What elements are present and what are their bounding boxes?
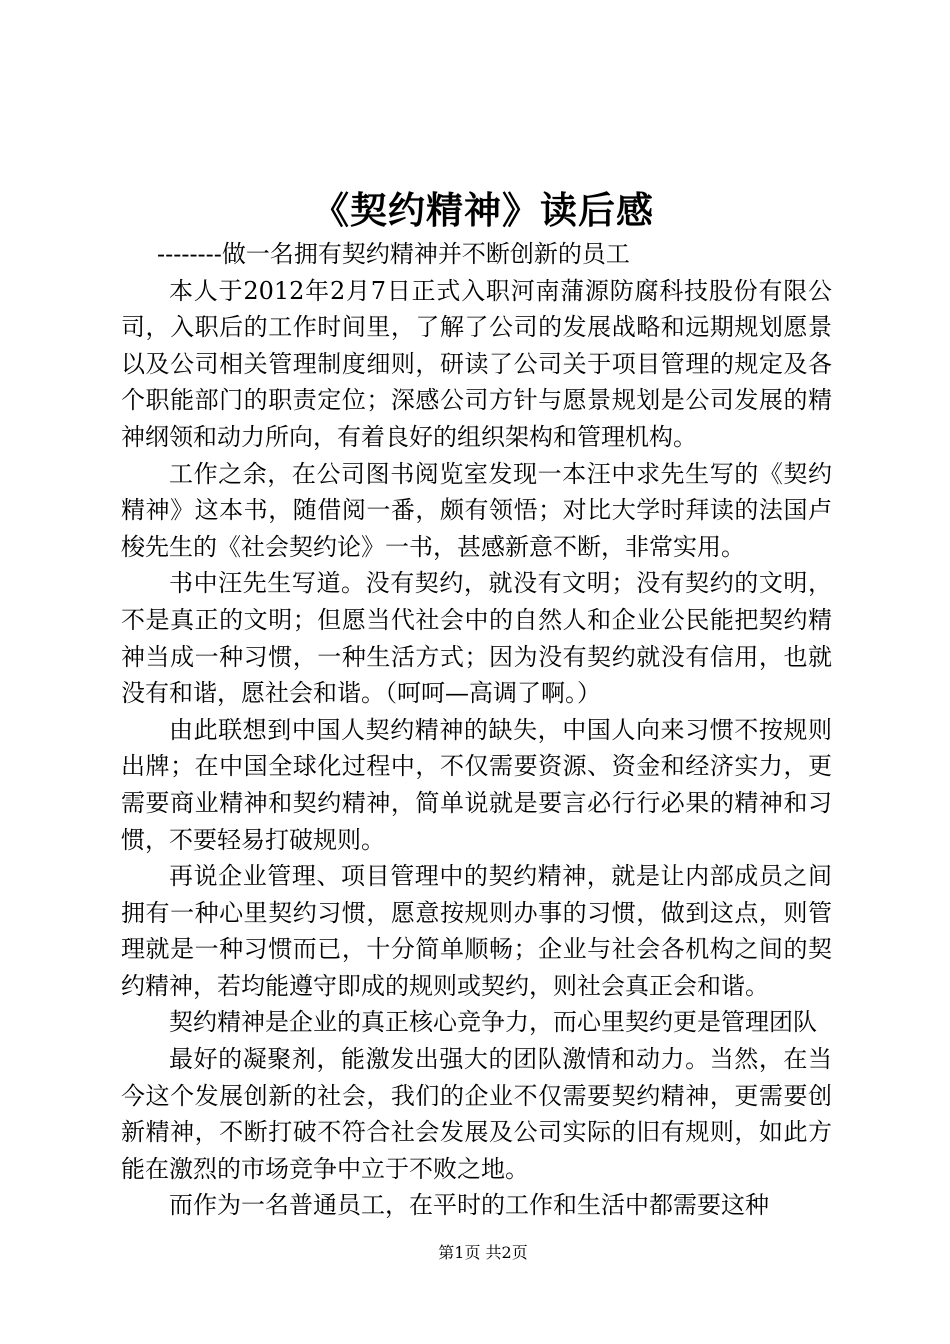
paragraph-2: 工作之余，在公司图书阅览室发现一本汪中求先生写的《契约精神》这本书，随借阅一番，颇有领悟；对比大学时拜读的法国卢梭先生的《社会契约论》一书，甚感新意不断，非常实用。 (121, 459, 832, 561)
document-subtitle: --------做一名拥有契约精神并不断创新的员工 (157, 240, 630, 268)
paragraph-3: 书中汪先生写道。没有契约，就没有文明；没有契约的文明，不是真正的文明；但愿当代社会中的自然人和企业公民能把契约精神当成一种习惯，一种生活方式；因为没有契约就没有信用，也就没有和谐，愿社会和谐。（呵呵—高调了啊。） (121, 569, 832, 708)
paragraph-8: 而作为一名普通员工，在平时的工作和生活中都需要这种 (169, 1191, 769, 1220)
paragraph-4: 由此联想到中国人契约精神的缺失，中国人向来习惯不按规则出牌；在中国全球化过程中，不仅需要资源、资金和经济实力，更需要商业精神和契约精神，简单说就是要言必行行必果的精神和习惯，不要轻易打破规则。 (121, 715, 832, 854)
paragraph-7: 最好的凝聚剂，能激发出强大的团队激情和动力。当然，在当今这个发展创新的社会，我们的企业不仅需要契约精神，更需要创新精神，不断打破不符合社会发展及公司实际的旧有规则，如此方能在激烈的市场竞争中立于不败之地。 (121, 1045, 832, 1183)
document-body (121, 236, 832, 1224)
document-title: 《契约精神》读后感 (312, 189, 654, 232)
paragraph-5: 再说企业管理、项目管理中的契约精神，就是让内部成员之间拥有一种心里契约习惯，愿意按规则办事的习惯，做到这点，则管理就是一种习惯而已，十分简单顺畅；企业与社会各机构之间的契约精神，若均能遵守即成的规则或契约，则社会真正会和谐。 (121, 862, 832, 1000)
paragraph-6: 契约精神是企业的真正核心竞争力，而心里契约更是管理团队 (169, 1008, 817, 1037)
paragraph-1: 本人于2012年2月7日正式入职河南蒲源防腐科技股份有限公司，入职后的工作时间里，了解了公司的发展战略和远期规划愿景以及公司相关管理制度细则，研读了公司关于项目管理的规定及各个职能部门的职责定位；深感公司方针与愿景规划是公司发展的精神纲领和动力所向，有着良好的组织架构和管理机构。 (121, 276, 832, 451)
page-footer: 第1页 共2页 (438, 1243, 528, 1262)
